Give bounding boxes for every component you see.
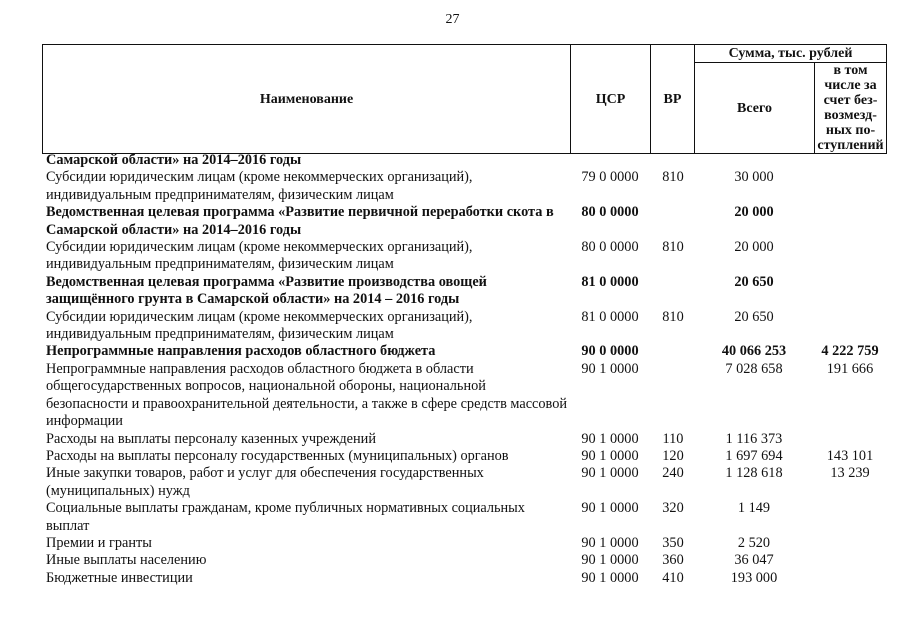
row-total: 36 047 [734,552,774,569]
row-csr: 81 0 0000 [581,273,639,290]
row-name: Самарской области» на 2014–2016 годы [46,152,302,168]
row-total: 40 066 253 [721,343,787,360]
row-vr: 120 [662,447,684,464]
row-name: Расходы на выплаты персоналу казенных учреждений [46,430,376,447]
row-total: 1 149 [737,500,771,517]
row-vr [650,361,694,431]
table-row [42,309,886,344]
row-csr: 90 1 0000 [581,534,639,551]
row-vr [650,152,694,169]
row-vr: 240 [662,465,684,482]
header-sum-group: Сумма, тыс. рублей [695,45,887,63]
table-row [42,361,886,431]
row-name: Бюджетные инвестиции [46,569,193,586]
row-csr: 90 0 0000 [581,343,639,360]
row-vr [650,274,694,309]
row-total: 7 028 658 [725,360,783,377]
row-total [694,152,814,169]
row-free [814,274,886,309]
row-total: 1 116 373 [725,430,783,447]
row-free [814,169,886,204]
row-total: 1 697 694 [725,447,783,464]
header-total: Всего [695,63,815,154]
row-vr [650,343,694,360]
page-number: 27 [445,12,460,27]
row-free: 13 239 [830,465,870,482]
row-name: Ведомственная целевая программа «Развитие первичной переработки скота в Самарской области» на 2014–2016 годы [46,204,554,238]
row-total: 20 650 [734,308,774,325]
row-free [814,500,886,535]
table-row [42,552,886,569]
row-free [814,309,886,344]
table-row [42,500,886,535]
table-row [42,152,886,169]
table-row [42,274,886,309]
row-csr: 90 1 0000 [581,430,639,447]
row-total: 30 000 [734,169,774,186]
row-csr [570,152,650,169]
header-csr: ЦСР [571,45,651,154]
row-vr: 320 [662,500,684,517]
row-name: Социальные выплаты гражданам, кроме публичных нормативных социальных выплат [46,500,525,534]
row-csr: 90 1 0000 [581,447,639,464]
table-row [42,448,886,465]
row-vr: 810 [662,169,684,186]
table-row [42,535,886,552]
row-vr: 410 [662,569,684,586]
row-name: Субсидии юридическим лицам (кроме некоммерческих организаций), индивидуальным предпринимателям, физическим лицам [46,239,473,273]
row-free [814,152,886,169]
row-total: 20 000 [734,239,774,256]
row-name: Расходы на выплаты персоналу государственных (муниципальных) органов [46,447,509,464]
row-free: 143 101 [826,447,874,464]
header-vr: ВР [651,45,695,154]
row-name: Непрограммные направления расходов областного бюджета в области общегосударственных вопросов, национальной обороны, национальной безопасности и правоохранительной деятельности, а также в сфере средств массовой информации [46,360,568,430]
row-csr: 80 0 0000 [581,239,639,256]
row-free [814,204,886,239]
budget-table [42,152,886,587]
row-name: Иные выплаты населению [46,552,207,569]
table-row [42,169,886,204]
row-vr: 810 [662,239,684,256]
row-free: 191 666 [826,360,874,377]
row-csr: 79 0 0000 [581,169,639,186]
row-total: 20 000 [734,204,774,221]
row-vr: 110 [662,430,684,447]
row-csr: 81 0 0000 [581,308,639,325]
table-row [42,431,886,448]
header-name: Наименование [43,45,571,154]
table-row [42,204,886,239]
row-name: Премии и гранты [46,534,152,551]
row-vr: 810 [662,308,684,325]
header-free: в том числе за счет без-возмезд-ных по-ступлений [815,63,887,154]
row-name: Ведомственная целевая программа «Развитие производства овощей защищённого грунта в Самарской области» на 2014 – 2016 годы [46,273,487,308]
row-name: Иные закупки товаров, работ и услуг для обеспечения государственных (муниципальных) нужд [46,465,484,499]
table-row [42,570,886,587]
row-name: Субсидии юридическим лицам (кроме некоммерческих организаций), индивидуальным предпринимателям, физическим лицам [46,308,473,343]
row-total: 193 000 [730,569,778,586]
row-csr: 90 1 0000 [581,552,639,569]
table-header [42,44,887,154]
row-free: 4 222 759 [821,343,879,360]
row-csr: 90 1 0000 [581,360,639,377]
row-name: Субсидии юридическим лицам (кроме некоммерческих организаций), индивидуальным предпринимателям, физическим лицам [46,169,473,203]
row-csr: 90 1 0000 [581,465,639,482]
row-vr [650,204,694,239]
table-row [42,343,886,360]
row-csr: 90 1 0000 [581,569,639,586]
row-total: 2 520 [737,534,771,551]
row-name: Непрограммные направления расходов областного бюджета [46,343,436,360]
row-free [814,239,886,274]
row-total: 1 128 618 [725,465,783,482]
table-row [42,239,886,274]
row-csr: 80 0 0000 [581,204,639,221]
table-row [42,465,886,500]
row-free [814,552,886,569]
row-total: 20 650 [734,273,774,290]
row-vr: 360 [662,552,684,569]
row-csr: 90 1 0000 [581,500,639,517]
row-free [814,570,886,587]
row-free [814,535,886,552]
row-free [814,431,886,448]
row-vr: 350 [662,534,684,551]
